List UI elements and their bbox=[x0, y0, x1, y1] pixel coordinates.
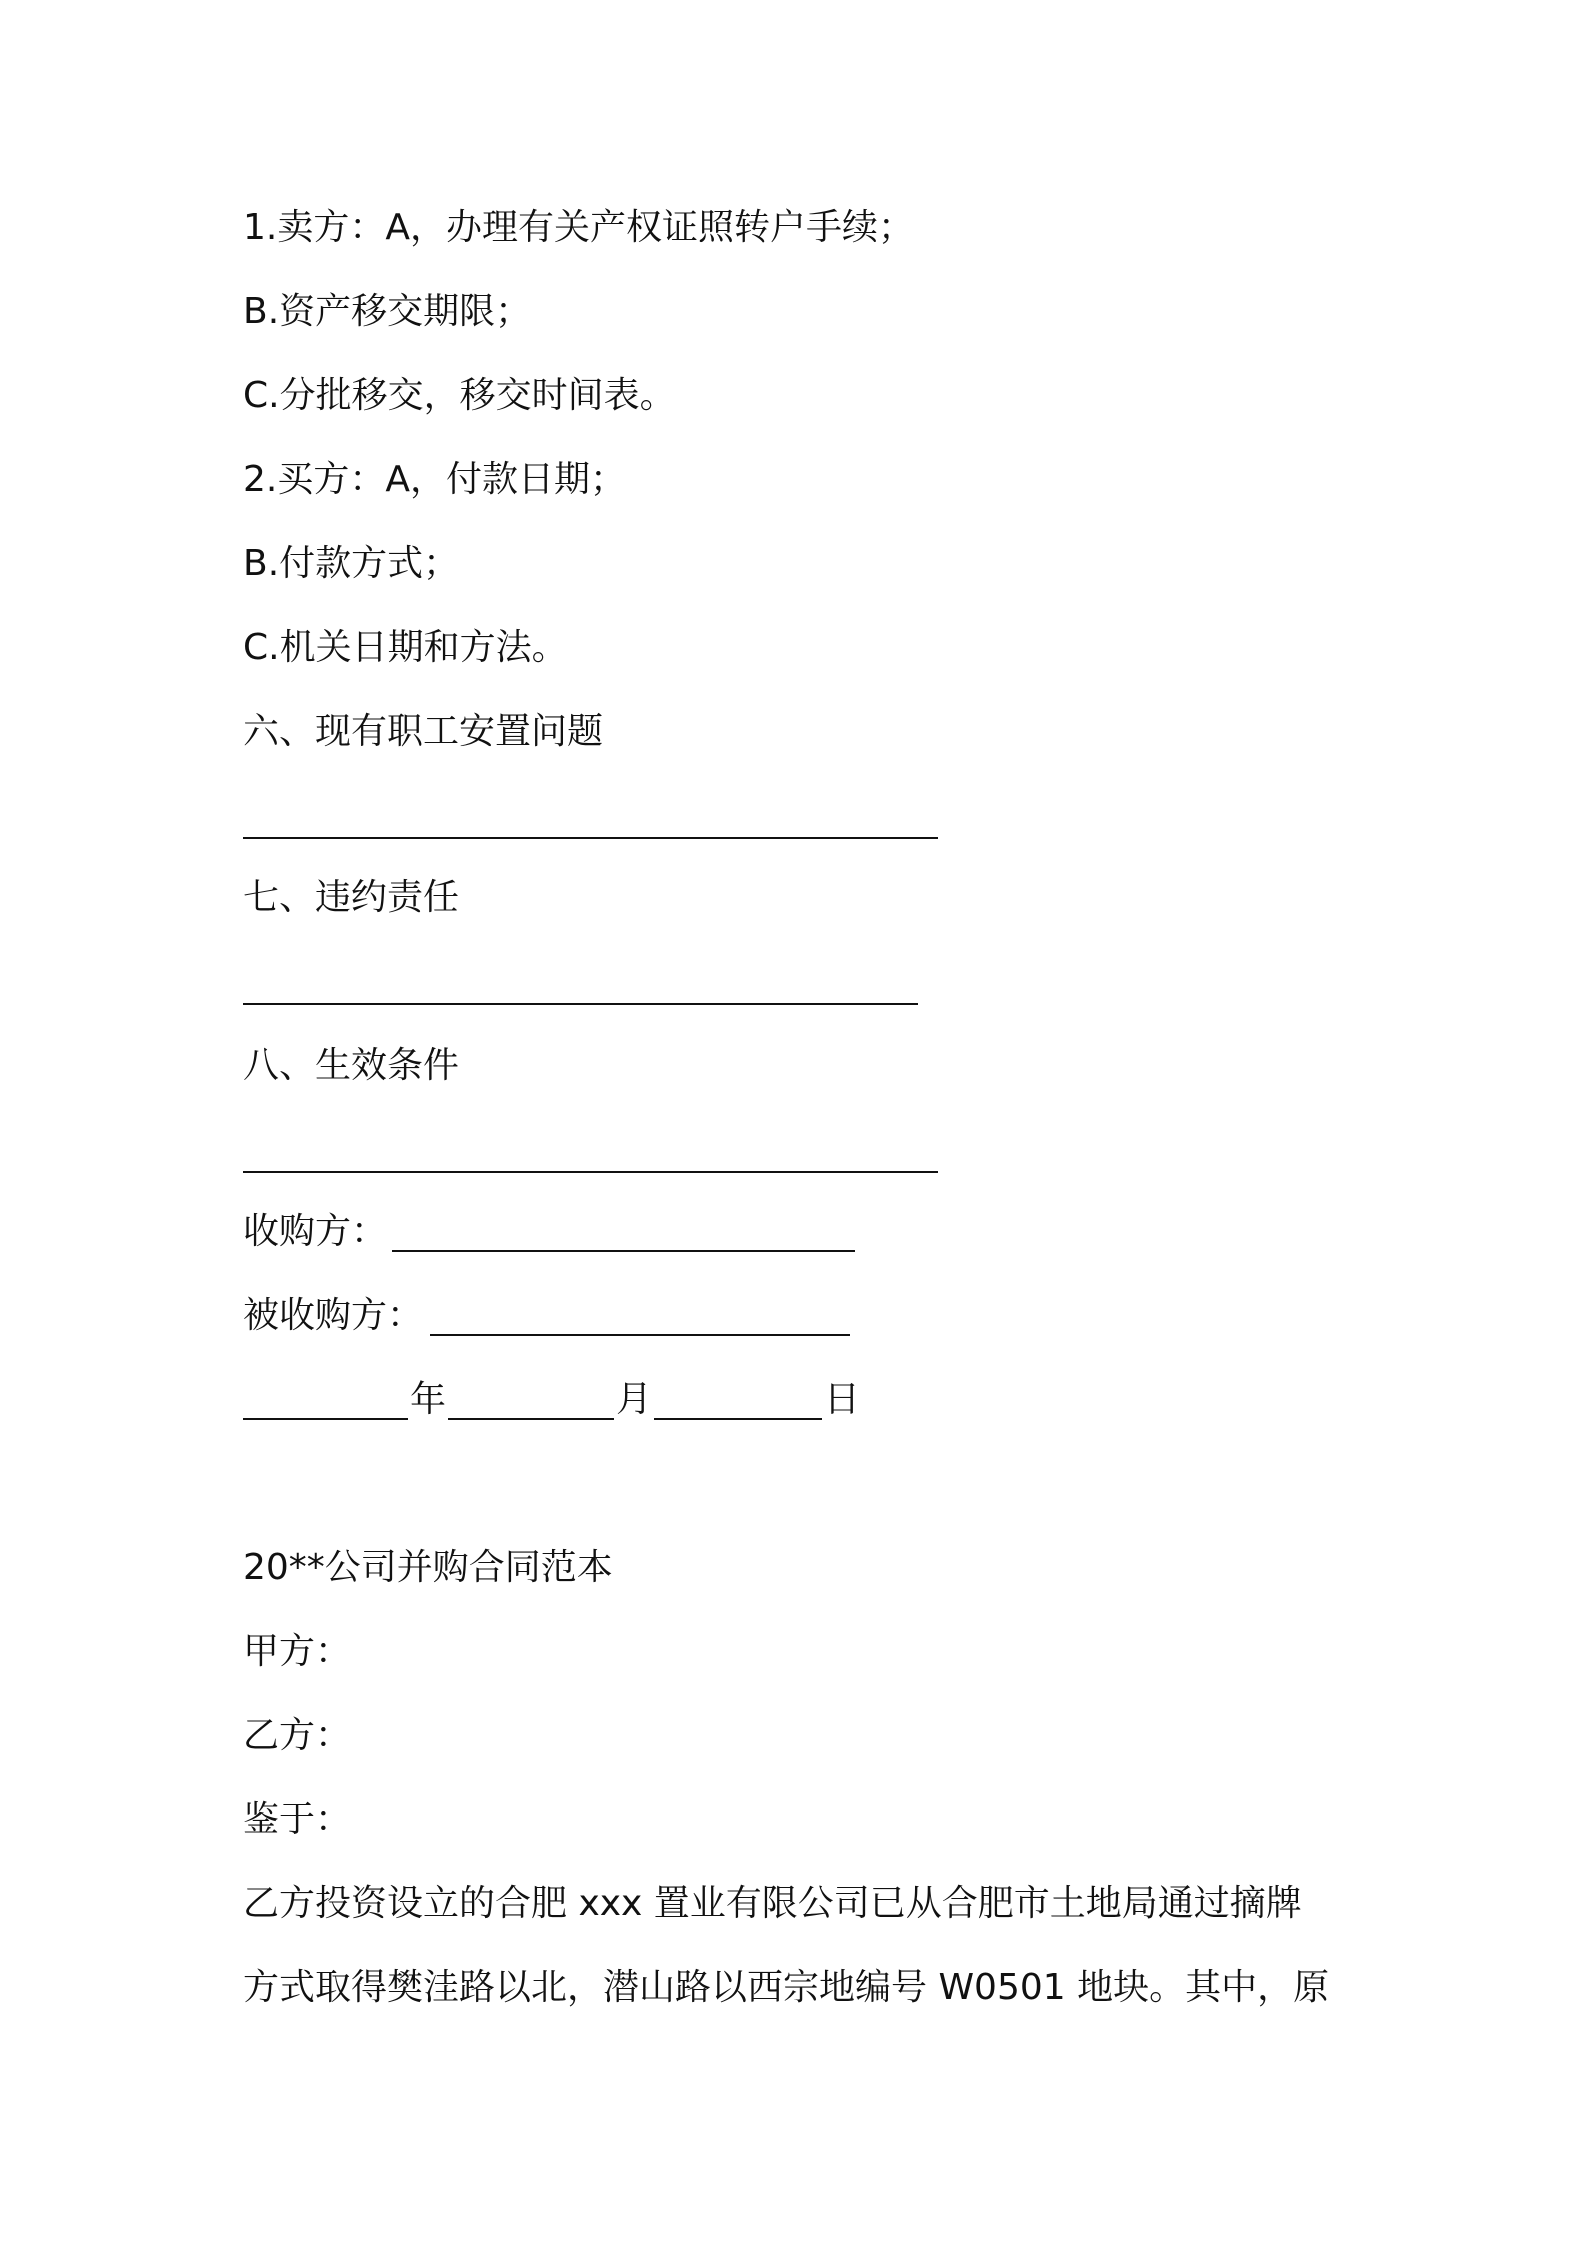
body-paragraph-line-1: 乙方投资设立的合肥 xxx 置业有限公司已从合肥市土地局通过摘牌 bbox=[243, 1883, 1302, 1924]
date-day-blank bbox=[654, 1418, 822, 1420]
whereas-label: 鉴于： bbox=[243, 1799, 352, 1840]
acquiree-label: 被收购方： bbox=[243, 1295, 424, 1336]
party-b-label: 乙方： bbox=[243, 1715, 352, 1756]
date-month-blank bbox=[448, 1418, 614, 1420]
date-year-blank bbox=[243, 1418, 408, 1420]
clause-buyer-b: B.付款方式； bbox=[243, 543, 460, 584]
clause-buyer-c: C.机关日期和方法。 bbox=[243, 627, 568, 668]
date-day-label: 日 bbox=[824, 1379, 861, 1420]
acquiree-signature-line bbox=[430, 1334, 850, 1336]
section-six-heading: 六、现有职工安置问题 bbox=[243, 711, 604, 752]
acquirer-signature-line bbox=[392, 1250, 855, 1252]
blank-line-section-six bbox=[243, 837, 938, 839]
contract-title: 20**公司并购合同范本 bbox=[243, 1547, 613, 1588]
acquirer-label: 收购方： bbox=[243, 1211, 388, 1252]
clause-seller-a: 1.卖方：A，办理有关产权证照转户手续； bbox=[243, 207, 914, 248]
party-a-label: 甲方： bbox=[243, 1631, 352, 1672]
section-eight-heading: 八、生效条件 bbox=[243, 1045, 460, 1086]
blank-line-section-eight bbox=[243, 1171, 938, 1173]
clause-seller-b: B.资产移交期限； bbox=[243, 291, 532, 332]
clause-buyer-a: 2.买方：A，付款日期； bbox=[243, 459, 626, 500]
date-year-label: 年 bbox=[410, 1379, 447, 1420]
body-paragraph-line-2: 方式取得樊洼路以北，潜山路以西宗地编号 W0501 地块。其中，原 bbox=[243, 1967, 1330, 2008]
blank-line-section-seven bbox=[243, 1003, 918, 1005]
date-month-label: 月 bbox=[616, 1379, 653, 1420]
clause-seller-c: C.分批移交，移交时间表。 bbox=[243, 375, 676, 416]
section-seven-heading: 七、违约责任 bbox=[243, 877, 460, 918]
